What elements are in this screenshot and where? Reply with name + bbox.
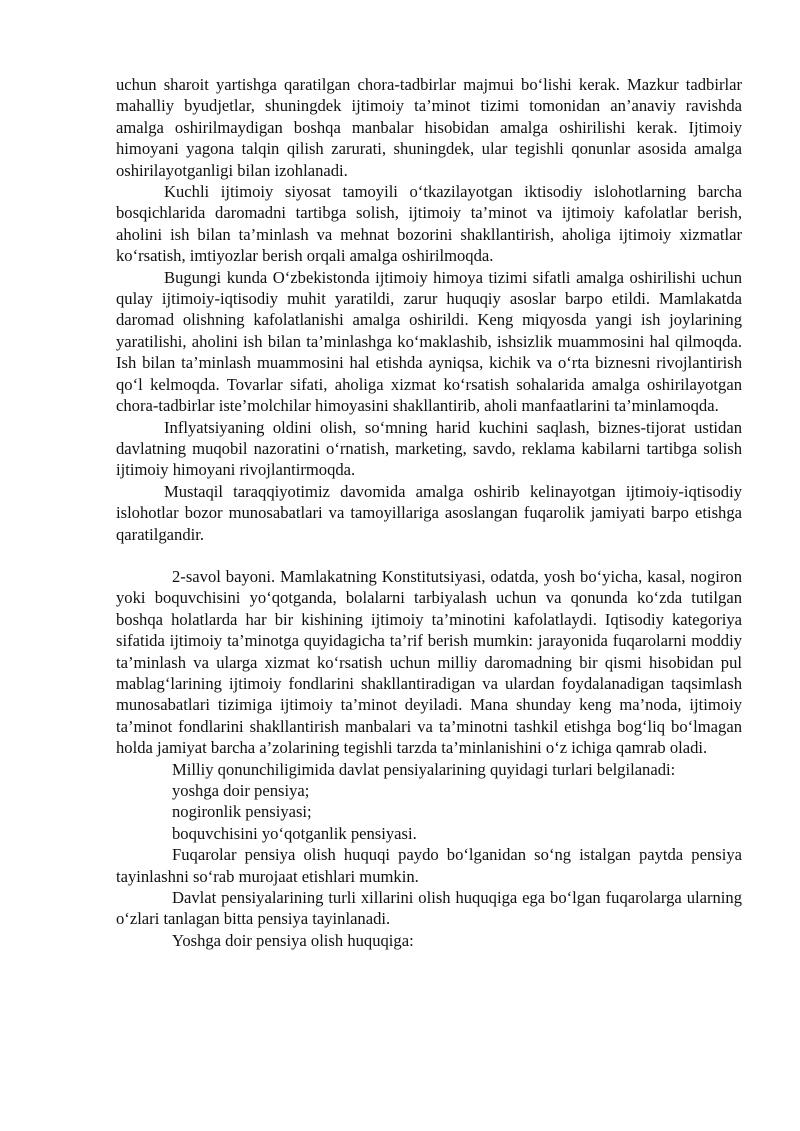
pension-types-list [116, 780, 742, 844]
document-page [116, 74, 742, 951]
paragraph-inflation: Inflyatsiyaning oldini olish, so‘mning harid kuchini saqlash, biznes-tijorat ustidan davlatning muqobil nazoratini o‘rnatish, marketing, savdo, reklama kabilarni tartibga solish ijtimoiy himoyani rivojlantirmoqda. [116, 417, 742, 480]
paragraph-age-pension-right: Yoshga doir pensiya olish huquqiga: [172, 930, 414, 950]
list-item: nogironlik pensiyasi; [172, 802, 312, 822]
paragraph-single-pension: Davlat pensiyalarining turli xillarini olish huquqiga ega bo‘lgan fuqarolarga ularning o‘zlari tanlagan bitta pensiya tayinlanadi. [116, 888, 742, 929]
paragraph-question-two: 2-savol bayoni. Mamlakatning Konstitutsiyasi, odatda, yosh bo‘yicha, kasal, nogiron yoki boquvchisini yo‘qotganda, bolalarni tarbiyalash uchun va qonunda ko‘zda tutilgan boshqa holatlarda har bir kishining ijtimoiy ta’minotini kafolatlaydi. Iqtisodiy kategoriya sifatida ijtimoiy ta’minotga quyidagicha ta’rif berish mumkin: jarayonida fuqarolarni moddiy ta’minlash va ularga xizmat ko‘rsatish uchun milliy daromadning bir qismi hisobidan pul mablag‘larining ijtimoiy fondlarini shakllantiradigan va ulardan foydalanadigan taqsimlash munosabatlari tizimiga ijtimoiy ta’minot deyiladi. Mana shunday keng ma’noda, ijtimoiy ta’minot fondlarini shakllantirish manbalari va ta’minotni tashkil etishga bog‘liq bo‘lmagan holda jamiyat barcha a’zolarining tegishli tarzda ta’minlanishini o‘z ichiga qamrab oladi. [116, 566, 742, 758]
list-item: boquvchisini yo‘qotganlik pensiyasi. [172, 823, 417, 843]
paragraph-reforms: Mustaqil taraqqiyotimiz davomida amalga oshirib kelinayotgan ijtimoiy-iqtisodiy islohotlar bozor munosabatlari va tamoyillariga asoslangan fuqarolik jamiyati barpo etishga qaratilgandir. [116, 481, 742, 544]
list-item: yoshga doir pensiya; [172, 781, 310, 800]
paragraph-strong-social-policy: Kuchli ijtimoiy siyosat tamoyili o‘tkazilayotgan iktisodiy islohotlarning barcha bosqichlarida daromadni tartibga solish, ijtimoiy ta’minot va ijtimoiy kafolatlar berish, aholini ish bilan ta’minlash va mehnat bozorini shakllantirish, aholiga ijtimoiy xizmatlar ko‘rsatish, imtiyozlar berish orqali amalga oshirilmoqda. [116, 182, 742, 266]
paragraph-pension-types-intro: Milliy qonunchiligimida davlat pensiyalarining quyidagi turlari belgilanadi: [172, 759, 676, 779]
paragraph-uzbekistan-social-protection: Bugungi kunda O‘zbekistonda ijtimoiy himoya tizimi sifatli amalga oshirilishi uchun qulay ijtimoiy-iqtisodiy muhit yaratildi, zarur huquqiy asoslar barpo etildi. Mamlakatda daromad olishning kafolatlanishi amalga oshirildi. Keng miqyosda yangi ish joylarining yaratilishi, aholini ish bilan ta’minlashga ko‘maklashib, ishsizlik muammosini hal qilmoqda. Ish bilan ta’minlash muammosini hal etishda ayniqsa, kichik va o‘rta biznesni rivojlantirish qo‘l kelmoqda. Tovarlar sifati, aholiga xizmat ko‘rsatish sohalarida amalga oshirilayotgan chora-tadbirlar iste’molchilar himoyasini shakllantirib, aholi manfaatlarini ta’minlamoqda. [116, 267, 742, 416]
paragraph-gap [116, 545, 742, 566]
paragraph-pension-request: Fuqarolar pensiya olish huquqi paydo bo‘lganidan so‘ng istalgan paytda pensiya tayinlashni so‘rab murojaat etishlari mumkin. [116, 845, 742, 886]
paragraph-social-measures: uchun sharoit yartishga qaratilgan chora-tadbirlar majmui bo‘lishi kerak. Mazkur tadbirlar mahalliy byudjetlar, shuningdek ijtimoiy ta’minot tizimi tomonidan an’anaviy ravishda amalga oshirilmaydigan boshqa manbalar hisobidan amalga oshirilishi kerak. Ijtimoiy himoyani yagona talqin qilish zarurati, shuningdek, ular tegishli qonunlar asosida amalga oshirilayotganligi bilan izohlanadi. [116, 75, 742, 180]
